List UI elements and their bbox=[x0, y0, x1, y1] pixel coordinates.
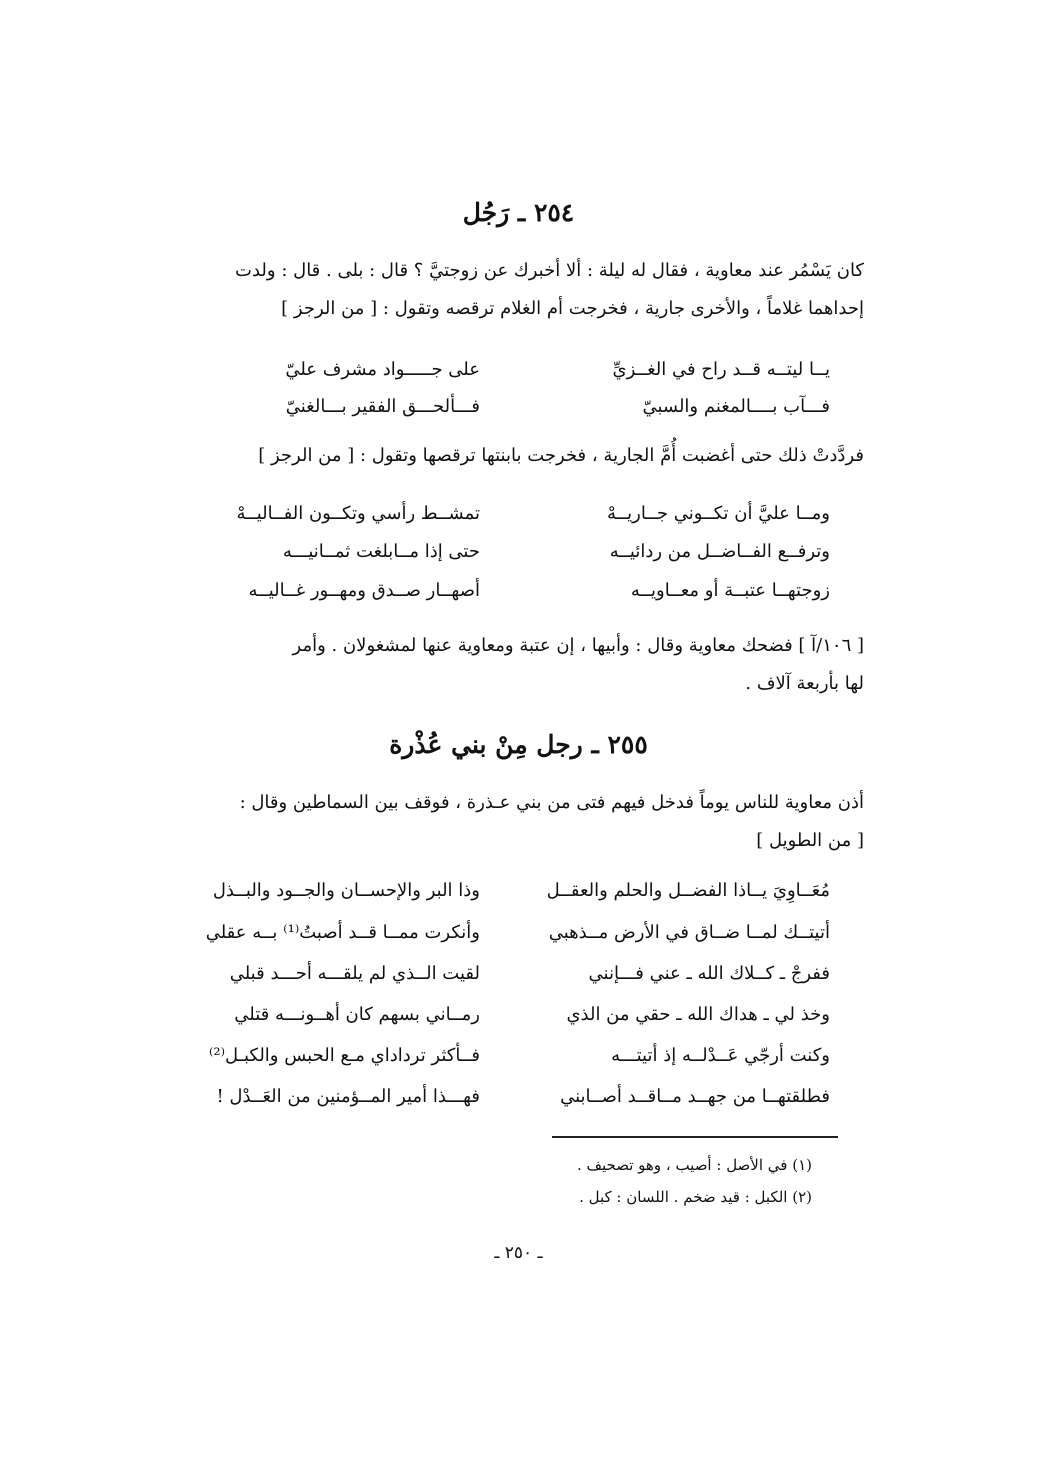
section-title-255: ٢٥٥ ـ رجل مِنْ بني عُذْرة bbox=[389, 730, 648, 759]
verse-line bbox=[180, 996, 830, 1034]
verse-first-hemistich: أتيتــك لمــا ضــاق في الأرض مــذهبي bbox=[548, 922, 830, 943]
verse-second-hemistich: على جـــــواد مشرف عليّ bbox=[285, 359, 480, 380]
text-line: إحداهما غلاماً ، والأخرى جارية ، فخرجت أم الغلام ترقصه وتقول : [ من الرجز ] bbox=[281, 298, 864, 319]
footnote-separator bbox=[552, 1136, 838, 1138]
verse-first-hemistich: فـــآب بــــالمغنم والسبيّ bbox=[642, 396, 830, 417]
text-line: كان يَسْمُر عند معاوية ، فقال له ليلة : ألا أخبرك عن زوجتيَّ ؟ قال : بلى . قال : ولدت bbox=[235, 260, 864, 281]
verse-line bbox=[180, 388, 830, 426]
verse-second-hemistich: وذا البر والإحســان والجــود والبــذل bbox=[212, 880, 480, 901]
text-line: [ من الطويل ] bbox=[756, 830, 864, 851]
text-line: فردَّدتْ ذلك حتى أغضبت أُمَّ الجارية ، فخرجت بابنتها ترقصها وتقول : [ من الرجز ] bbox=[258, 445, 864, 466]
verse-line bbox=[180, 351, 830, 389]
verse-first-hemistich: وترفــع الفــاضــل من ردائيــه bbox=[609, 541, 830, 562]
paragraph-255-intro bbox=[168, 784, 864, 860]
verse-first-hemistich: فطلقتهــا من جهــد مــاقــد أصــابني bbox=[560, 1086, 830, 1107]
paragraph-254-middle bbox=[168, 437, 864, 475]
page-number: ـ ٢٥٠ ـ bbox=[494, 1243, 543, 1263]
verse-second-hemistich: وأنكرت ممــا قــد أصبتُ⁽¹⁾ بــه عقلي bbox=[205, 922, 480, 943]
verse-line bbox=[180, 955, 830, 993]
verse-line bbox=[180, 1037, 830, 1075]
footnote-2: (٢) الكبل : قيد ضخم . اللسان : كبل . bbox=[579, 1188, 812, 1206]
verse-second-hemistich: فـــألحـــق الفقير بـــالغنيّ bbox=[285, 396, 480, 417]
verse-second-hemistich: لقيت الــذي لم يلقـــه أحـــد قبلي bbox=[229, 963, 480, 984]
text-line: لها بأربعة آلاف . bbox=[745, 673, 864, 694]
text-line: أذن معاوية للناس يوماً فدخل فيهم فتى من بني عـذرة ، فوقف بين السماطين وقال : bbox=[239, 792, 864, 813]
verse-line bbox=[180, 1078, 830, 1116]
verse-second-hemistich: فــأكثر ترداداي مـع الحبس والكبـل⁽²⁾ bbox=[208, 1045, 480, 1066]
verse-first-hemistich: ومــا عليَّ أن تكــوني جــاريــهْ bbox=[606, 503, 830, 524]
verse-second-hemistich: تمشــط رأسي وتكــون الفــاليــهْ bbox=[236, 503, 480, 524]
paragraph-254-ending bbox=[168, 627, 864, 703]
verse-second-hemistich: حتى إذا مــابلغت ثمــانيـــه bbox=[282, 541, 480, 562]
text-line: [ ١٠٦/آ ] فضحك معاوية وقال : وأبيها ، إن عتبة ومعاوية عنها لمشغولان . وأمر bbox=[292, 635, 864, 656]
verse-first-hemistich: ففرجْ ـ كــلاك الله ـ عني فـــإنني bbox=[588, 963, 830, 984]
verse-line bbox=[180, 572, 830, 610]
verse-first-hemistich: وخذ لي ـ هداك الله ـ حقي من الذي bbox=[566, 1004, 830, 1025]
verse-first-hemistich: وكنت أرجّي عَــدْلــه إذ أتيتـــه bbox=[611, 1045, 830, 1066]
verse-second-hemistich: رمــاني بسهم كان أهــونـــه قتلي bbox=[234, 1004, 480, 1025]
verse-second-hemistich: أصهــار صــدق ومهــور غــاليــه bbox=[248, 580, 480, 601]
verse-first-hemistich: زوجتهــا عتبــة أو معــاويــه bbox=[630, 580, 830, 601]
paragraph-254-intro bbox=[168, 252, 864, 328]
section-title-254: ٢٥٤ ـ رَجُل bbox=[462, 198, 575, 227]
verse-second-hemistich: فهـــذا أمير المــؤمنين من العَــدْل ! bbox=[216, 1086, 480, 1107]
verse-line bbox=[180, 872, 830, 910]
verse-line bbox=[180, 533, 830, 571]
verse-first-hemistich: يــا ليتــه قــد راح في الغــزيِّ bbox=[612, 359, 830, 380]
verse-line bbox=[180, 914, 830, 952]
footnote-1: (١) في الأصل : أصيب ، وهو تصحيف . bbox=[576, 1156, 812, 1174]
verse-line bbox=[180, 495, 830, 533]
verse-first-hemistich: مُعَــاوِيَ يــاذا الفضــل والحلم والعقــل bbox=[546, 880, 830, 901]
